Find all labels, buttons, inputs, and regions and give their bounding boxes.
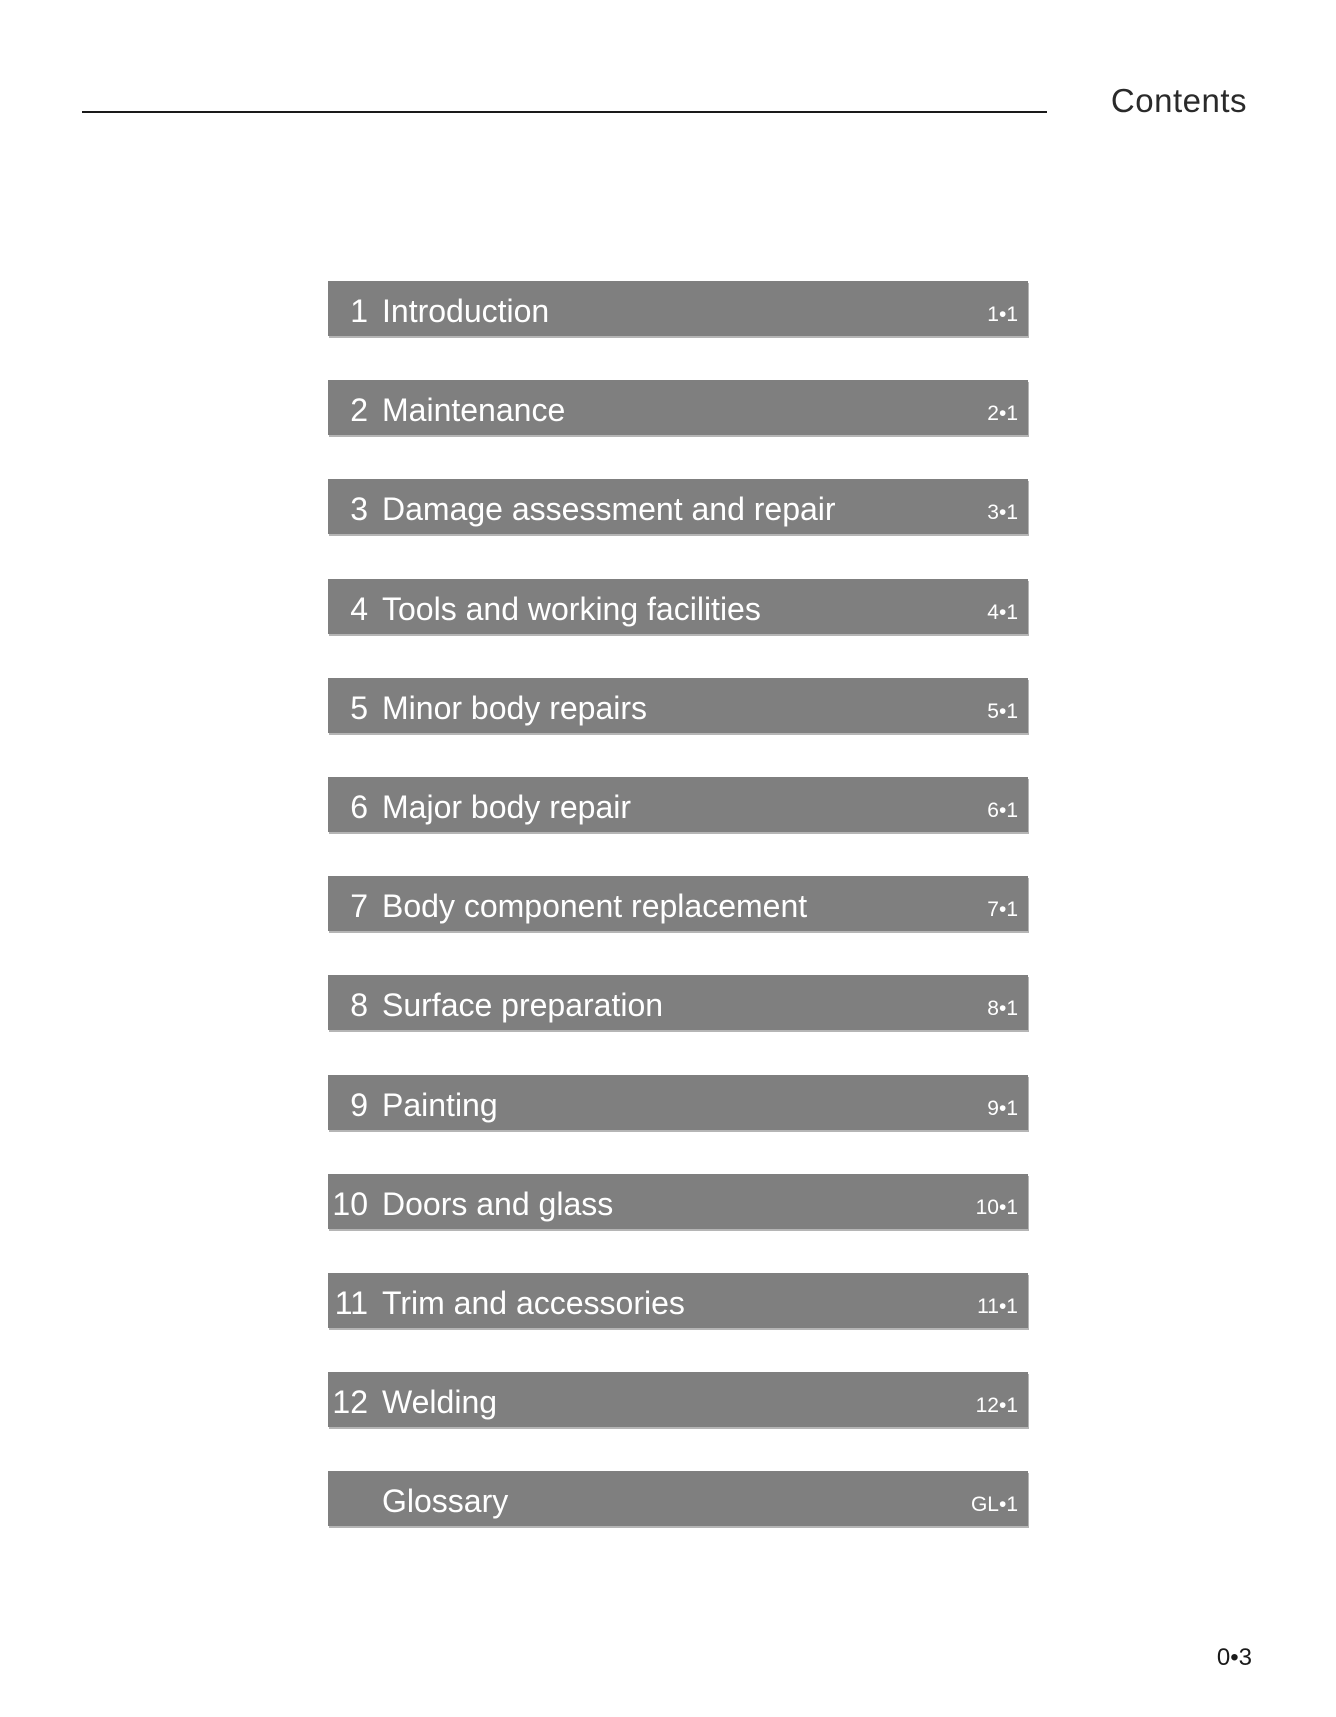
chapter-page-ref: 4•1 (987, 600, 1018, 624)
chapter-title: Introduction (382, 293, 550, 329)
toc-entry-painting[interactable] (328, 1075, 1028, 1130)
chapter-page-ref: 12•1 (975, 1394, 1018, 1418)
page-number: 0•3 (1216, 1644, 1252, 1671)
toc-entry-doors-and-glass[interactable] (328, 1174, 1028, 1229)
chapter-page-ref: 9•1 (987, 1096, 1018, 1120)
chapter-number: 10 (332, 1185, 368, 1222)
chapter-title: Major body repair (382, 788, 631, 825)
chapter-number: 11 (334, 1284, 368, 1321)
chapter-title: Doors and glass (382, 1185, 614, 1222)
page-title: Contents (1110, 82, 1247, 119)
toc-entry-trim-and-accessories[interactable] (328, 1273, 1028, 1328)
chapter-page-ref: GL•1 (970, 1493, 1018, 1517)
chapter-number: 9 (350, 1086, 368, 1123)
chapter-title: Maintenance (382, 392, 566, 429)
toc-entry-welding[interactable] (328, 1372, 1028, 1427)
toc-entry-damage-assessment[interactable] (328, 479, 1028, 534)
toc-entry-maintenance[interactable] (328, 380, 1028, 435)
chapter-number: 4 (350, 590, 368, 627)
chapter-title: Welding (382, 1384, 498, 1421)
header-rule (82, 111, 1047, 113)
chapter-number: 7 (350, 888, 368, 925)
chapter-page-ref: 6•1 (987, 798, 1018, 822)
chapter-page-ref: 10•1 (975, 1195, 1018, 1219)
toc-entry-introduction[interactable] (328, 281, 1028, 336)
chapter-page-ref: 5•1 (987, 699, 1018, 723)
chapter-number: 6 (350, 788, 368, 825)
chapter-title: Surface preparation (382, 987, 664, 1024)
toc-entry-tools[interactable] (328, 579, 1028, 634)
chapter-number: 5 (350, 689, 368, 726)
chapter-number: 1 (350, 293, 368, 329)
chapter-number: 3 (350, 491, 368, 528)
chapter-page-ref: 2•1 (987, 402, 1018, 426)
toc-entry-minor-body-repairs[interactable] (328, 678, 1028, 733)
chapter-title: Tools and working facilities (382, 590, 761, 627)
chapter-title: Trim and accessories (382, 1284, 685, 1321)
chapter-title: Damage assessment and repair (382, 491, 836, 528)
chapter-page-ref: 11•1 (977, 1294, 1018, 1318)
chapter-page-ref: 7•1 (987, 898, 1018, 922)
chapter-number: 12 (332, 1384, 368, 1421)
toc-entry-glossary[interactable] (328, 1471, 1028, 1526)
chapter-title: Glossary (382, 1483, 509, 1520)
toc-entry-body-component-replacement[interactable] (328, 876, 1028, 931)
table-of-contents (328, 281, 1028, 1570)
chapter-title: Painting (382, 1086, 498, 1123)
chapter-title: Minor body repairs (382, 689, 647, 726)
toc-entry-surface-preparation[interactable] (328, 975, 1028, 1030)
toc-entry-major-body-repair[interactable] (328, 777, 1028, 832)
chapter-number: 2 (350, 392, 368, 429)
chapter-number: 8 (350, 987, 368, 1024)
chapter-page-ref: 8•1 (987, 997, 1018, 1021)
chapter-title: Body component replacement (382, 888, 808, 925)
chapter-page-ref: 1•1 (987, 303, 1018, 326)
chapter-page-ref: 3•1 (987, 501, 1018, 525)
